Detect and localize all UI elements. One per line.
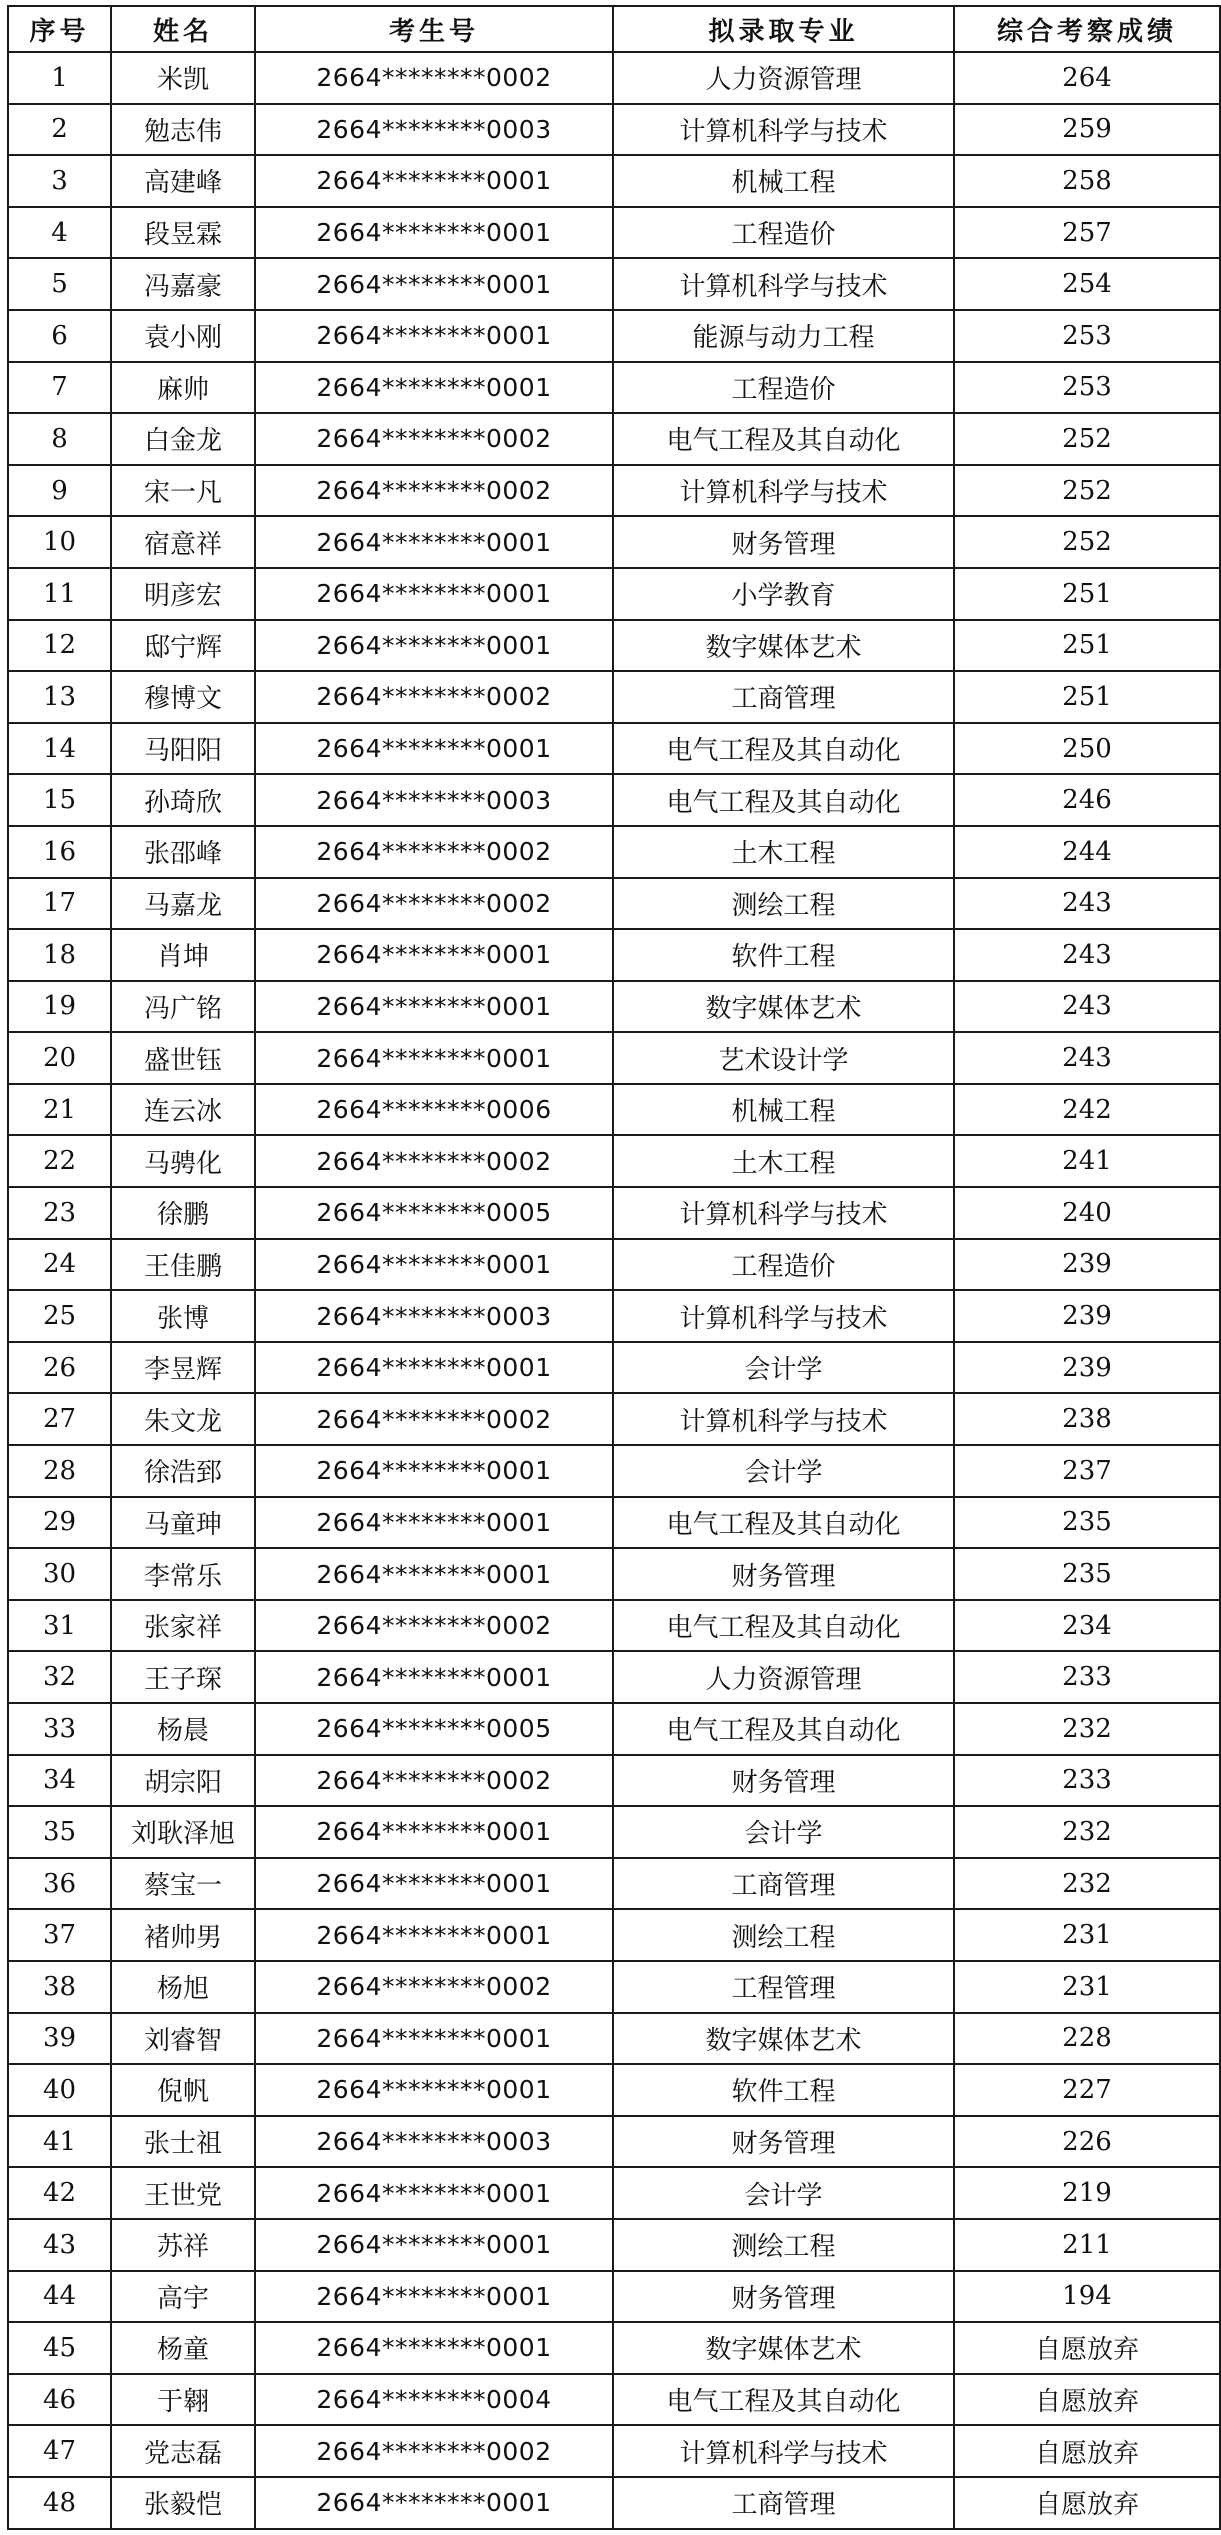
major-cell: 会计学 — [613, 1806, 954, 1858]
seq-cell: 35 — [8, 1806, 111, 1858]
name-cell: 袁小刚 — [111, 310, 255, 362]
score-cell: 252 — [954, 516, 1220, 568]
table-row — [8, 1084, 1220, 1136]
header-name: 姓名 — [111, 6, 255, 52]
seq-cell: 1 — [8, 52, 111, 104]
table-row — [8, 1342, 1220, 1394]
score-cell: 252 — [954, 413, 1220, 465]
exam-number-cell: 2664********0001 — [255, 1909, 613, 1961]
seq-cell: 39 — [8, 2013, 111, 2065]
seq-cell: 31 — [8, 1600, 111, 1652]
score-cell: 自愿放弃 — [954, 2425, 1220, 2477]
seq-cell: 6 — [8, 310, 111, 362]
name-cell: 杨晨 — [111, 1703, 255, 1755]
major-cell: 工程造价 — [613, 362, 954, 414]
table-row — [8, 1239, 1220, 1291]
seq-cell: 17 — [8, 878, 111, 930]
score-cell: 259 — [954, 104, 1220, 156]
exam-number-cell: 2664********0001 — [255, 362, 613, 414]
score-cell: 251 — [954, 620, 1220, 672]
score-cell: 253 — [954, 362, 1220, 414]
seq-cell: 8 — [8, 413, 111, 465]
name-cell: 宋一凡 — [111, 465, 255, 517]
name-cell: 连云冰 — [111, 1084, 255, 1136]
score-cell: 232 — [954, 1703, 1220, 1755]
name-cell: 马骋化 — [111, 1135, 255, 1187]
score-cell: 244 — [954, 826, 1220, 878]
exam-number-cell: 2664********0002 — [255, 826, 613, 878]
exam-number-cell: 2664********0001 — [255, 310, 613, 362]
seq-cell: 10 — [8, 516, 111, 568]
table-row — [8, 2219, 1220, 2271]
seq-cell: 16 — [8, 826, 111, 878]
table-row — [8, 207, 1220, 259]
name-cell: 杨旭 — [111, 1961, 255, 2013]
table-row — [8, 1600, 1220, 1652]
table-row — [8, 826, 1220, 878]
name-cell: 冯广铭 — [111, 981, 255, 1033]
exam-number-cell: 2664********0002 — [255, 2425, 613, 2477]
major-cell: 人力资源管理 — [613, 1651, 954, 1703]
major-cell: 人力资源管理 — [613, 52, 954, 104]
major-cell: 计算机科学与技术 — [613, 104, 954, 156]
name-cell: 勉志伟 — [111, 104, 255, 156]
seq-cell: 36 — [8, 1858, 111, 1910]
exam-number-cell: 2664********0001 — [255, 516, 613, 568]
seq-cell: 3 — [8, 155, 111, 207]
exam-number-cell: 2664********0001 — [255, 2219, 613, 2271]
major-cell: 数字媒体艺术 — [613, 2013, 954, 2065]
name-cell: 麻帅 — [111, 362, 255, 414]
table-row — [8, 1703, 1220, 1755]
table-row — [8, 2271, 1220, 2323]
major-cell: 电气工程及其自动化 — [613, 1497, 954, 1549]
seq-cell: 25 — [8, 1290, 111, 1342]
header-major: 拟录取专业 — [613, 6, 954, 52]
table-row — [8, 2116, 1220, 2168]
score-cell: 231 — [954, 1909, 1220, 1961]
header-score: 综合考察成绩 — [954, 6, 1220, 52]
score-cell: 228 — [954, 2013, 1220, 2065]
seq-cell: 41 — [8, 2116, 111, 2168]
major-cell: 财务管理 — [613, 516, 954, 568]
score-cell: 243 — [954, 1032, 1220, 1084]
table-row — [8, 2167, 1220, 2219]
major-cell: 工程管理 — [613, 1961, 954, 2013]
exam-number-cell: 2664********0002 — [255, 878, 613, 930]
name-cell: 张家祥 — [111, 1600, 255, 1652]
exam-number-cell: 2664********0001 — [255, 981, 613, 1033]
exam-number-cell: 2664********0001 — [255, 1806, 613, 1858]
exam-number-cell: 2664********0002 — [255, 671, 613, 723]
name-cell: 段昱霖 — [111, 207, 255, 259]
name-cell: 徐鹏 — [111, 1187, 255, 1239]
seq-cell: 4 — [8, 207, 111, 259]
exam-number-cell: 2664********0001 — [255, 1445, 613, 1497]
score-cell: 238 — [954, 1393, 1220, 1445]
table-row — [8, 1445, 1220, 1497]
name-cell: 穆博文 — [111, 671, 255, 723]
seq-cell: 13 — [8, 671, 111, 723]
name-cell: 白金龙 — [111, 413, 255, 465]
exam-number-cell: 2664********0005 — [255, 1703, 613, 1755]
exam-number-cell: 2664********0001 — [255, 1239, 613, 1291]
seq-cell: 37 — [8, 1909, 111, 1961]
table-row — [8, 2425, 1220, 2477]
name-cell: 杨童 — [111, 2322, 255, 2374]
score-cell: 自愿放弃 — [954, 2322, 1220, 2374]
score-cell: 242 — [954, 1084, 1220, 1136]
exam-number-cell: 2664********0001 — [255, 929, 613, 981]
name-cell: 高宇 — [111, 2271, 255, 2323]
seq-cell: 23 — [8, 1187, 111, 1239]
score-cell: 211 — [954, 2219, 1220, 2271]
score-cell: 250 — [954, 723, 1220, 775]
major-cell: 工程造价 — [613, 207, 954, 259]
major-cell: 电气工程及其自动化 — [613, 723, 954, 775]
exam-number-cell: 2664********0002 — [255, 1393, 613, 1445]
seq-cell: 15 — [8, 774, 111, 826]
exam-number-cell: 2664********0001 — [255, 2013, 613, 2065]
major-cell: 小学教育 — [613, 568, 954, 620]
major-cell: 数字媒体艺术 — [613, 620, 954, 672]
major-cell: 机械工程 — [613, 1084, 954, 1136]
table-row — [8, 981, 1220, 1033]
major-cell: 测绘工程 — [613, 878, 954, 930]
table-row — [8, 2064, 1220, 2116]
seq-cell: 45 — [8, 2322, 111, 2374]
name-cell: 蔡宝一 — [111, 1858, 255, 1910]
table-row — [8, 568, 1220, 620]
major-cell: 艺术设计学 — [613, 1032, 954, 1084]
table-row — [8, 52, 1220, 104]
seq-cell: 33 — [8, 1703, 111, 1755]
score-cell: 232 — [954, 1858, 1220, 1910]
seq-cell: 5 — [8, 258, 111, 310]
seq-cell: 30 — [8, 1548, 111, 1600]
name-cell: 肖坤 — [111, 929, 255, 981]
table-row — [8, 723, 1220, 775]
major-cell: 电气工程及其自动化 — [613, 774, 954, 826]
major-cell: 测绘工程 — [613, 2219, 954, 2271]
seq-cell: 9 — [8, 465, 111, 517]
seq-cell: 42 — [8, 2167, 111, 2219]
name-cell: 王世党 — [111, 2167, 255, 2219]
exam-number-cell: 2664********0001 — [255, 2477, 613, 2529]
major-cell: 财务管理 — [613, 1548, 954, 1600]
score-cell: 243 — [954, 981, 1220, 1033]
exam-number-cell: 2664********0002 — [255, 52, 613, 104]
name-cell: 刘耿泽旭 — [111, 1806, 255, 1858]
name-cell: 李常乐 — [111, 1548, 255, 1600]
exam-number-cell: 2664********0001 — [255, 568, 613, 620]
exam-number-cell: 2664********0005 — [255, 1187, 613, 1239]
name-cell: 张邵峰 — [111, 826, 255, 878]
seq-cell: 27 — [8, 1393, 111, 1445]
seq-cell: 19 — [8, 981, 111, 1033]
name-cell: 徐浩郅 — [111, 1445, 255, 1497]
table-row — [8, 104, 1220, 156]
header-seq: 序号 — [8, 6, 111, 52]
seq-cell: 12 — [8, 620, 111, 672]
score-cell: 252 — [954, 465, 1220, 517]
major-cell: 财务管理 — [613, 2116, 954, 2168]
exam-number-cell: 2664********0003 — [255, 2116, 613, 2168]
name-cell: 李昱辉 — [111, 1342, 255, 1394]
name-cell: 张博 — [111, 1290, 255, 1342]
exam-number-cell: 2664********0002 — [255, 413, 613, 465]
table-row — [8, 2322, 1220, 2374]
header-exam-no: 考生号 — [255, 6, 613, 52]
table-body — [8, 52, 1220, 2529]
major-cell: 计算机科学与技术 — [613, 2425, 954, 2477]
table-row — [8, 878, 1220, 930]
seq-cell: 48 — [8, 2477, 111, 2529]
score-cell: 233 — [954, 1755, 1220, 1807]
name-cell: 马阳阳 — [111, 723, 255, 775]
score-cell: 237 — [954, 1445, 1220, 1497]
major-cell: 测绘工程 — [613, 1909, 954, 1961]
score-cell: 239 — [954, 1239, 1220, 1291]
table-row — [8, 155, 1220, 207]
name-cell: 苏祥 — [111, 2219, 255, 2271]
exam-number-cell: 2664********0004 — [255, 2374, 613, 2426]
exam-number-cell: 2664********0001 — [255, 1548, 613, 1600]
seq-cell: 20 — [8, 1032, 111, 1084]
score-cell: 246 — [954, 774, 1220, 826]
table-row — [8, 1858, 1220, 1910]
score-cell: 264 — [954, 52, 1220, 104]
seq-cell: 29 — [8, 1497, 111, 1549]
table-row — [8, 1187, 1220, 1239]
name-cell: 王子琛 — [111, 1651, 255, 1703]
seq-cell: 22 — [8, 1135, 111, 1187]
major-cell: 工程造价 — [613, 1239, 954, 1291]
exam-number-cell: 2664********0002 — [255, 1600, 613, 1652]
major-cell: 计算机科学与技术 — [613, 258, 954, 310]
table-row — [8, 413, 1220, 465]
major-cell: 工商管理 — [613, 671, 954, 723]
table-row — [8, 2013, 1220, 2065]
seq-cell: 46 — [8, 2374, 111, 2426]
major-cell: 电气工程及其自动化 — [613, 413, 954, 465]
score-cell: 219 — [954, 2167, 1220, 2219]
exam-number-cell: 2664********0001 — [255, 1858, 613, 1910]
seq-cell: 47 — [8, 2425, 111, 2477]
table-row — [8, 1961, 1220, 2013]
name-cell: 高建峰 — [111, 155, 255, 207]
major-cell: 会计学 — [613, 1342, 954, 1394]
seq-cell: 40 — [8, 2064, 111, 2116]
major-cell: 电气工程及其自动化 — [613, 1703, 954, 1755]
table-row — [8, 620, 1220, 672]
major-cell: 工商管理 — [613, 1858, 954, 1910]
table-row — [8, 2374, 1220, 2426]
name-cell: 马嘉龙 — [111, 878, 255, 930]
exam-number-cell: 2664********0001 — [255, 2167, 613, 2219]
exam-number-cell: 2664********0006 — [255, 1084, 613, 1136]
table-row — [8, 310, 1220, 362]
name-cell: 宿意祥 — [111, 516, 255, 568]
seq-cell: 26 — [8, 1342, 111, 1394]
score-cell: 自愿放弃 — [954, 2374, 1220, 2426]
major-cell: 计算机科学与技术 — [613, 1290, 954, 1342]
score-cell: 251 — [954, 568, 1220, 620]
seq-cell: 14 — [8, 723, 111, 775]
name-cell: 明彦宏 — [111, 568, 255, 620]
seq-cell: 2 — [8, 104, 111, 156]
exam-number-cell: 2664********0001 — [255, 155, 613, 207]
major-cell: 财务管理 — [613, 1755, 954, 1807]
score-cell: 自愿放弃 — [954, 2477, 1220, 2529]
major-cell: 财务管理 — [613, 2271, 954, 2323]
table-row — [8, 1393, 1220, 1445]
table-row — [8, 465, 1220, 517]
name-cell: 王佳鹏 — [111, 1239, 255, 1291]
score-cell: 241 — [954, 1135, 1220, 1187]
exam-number-cell: 2664********0002 — [255, 465, 613, 517]
major-cell: 电气工程及其自动化 — [613, 2374, 954, 2426]
exam-number-cell: 2664********0002 — [255, 1135, 613, 1187]
name-cell: 朱文龙 — [111, 1393, 255, 1445]
score-cell: 243 — [954, 929, 1220, 981]
seq-cell: 32 — [8, 1651, 111, 1703]
major-cell: 会计学 — [613, 1445, 954, 1497]
seq-cell: 28 — [8, 1445, 111, 1497]
major-cell: 能源与动力工程 — [613, 310, 954, 362]
major-cell: 计算机科学与技术 — [613, 465, 954, 517]
seq-cell: 18 — [8, 929, 111, 981]
major-cell: 软件工程 — [613, 929, 954, 981]
admission-table — [7, 5, 1221, 2530]
major-cell: 软件工程 — [613, 2064, 954, 2116]
score-cell: 233 — [954, 1651, 1220, 1703]
table-row — [8, 1135, 1220, 1187]
table-row — [8, 1651, 1220, 1703]
table-row — [8, 2477, 1220, 2529]
seq-cell: 38 — [8, 1961, 111, 2013]
score-cell: 235 — [954, 1497, 1220, 1549]
score-cell: 239 — [954, 1290, 1220, 1342]
score-cell: 257 — [954, 207, 1220, 259]
major-cell: 电气工程及其自动化 — [613, 1600, 954, 1652]
score-cell: 232 — [954, 1806, 1220, 1858]
seq-cell: 24 — [8, 1239, 111, 1291]
score-cell: 194 — [954, 2271, 1220, 2323]
name-cell: 褚帅男 — [111, 1909, 255, 1961]
table-row — [8, 1290, 1220, 1342]
score-cell: 227 — [954, 2064, 1220, 2116]
exam-number-cell: 2664********0001 — [255, 723, 613, 775]
score-cell: 254 — [954, 258, 1220, 310]
score-cell: 243 — [954, 878, 1220, 930]
exam-number-cell: 2664********0002 — [255, 1755, 613, 1807]
exam-number-cell: 2664********0001 — [255, 207, 613, 259]
table-row — [8, 1032, 1220, 1084]
table-row — [8, 516, 1220, 568]
score-cell: 240 — [954, 1187, 1220, 1239]
major-cell: 计算机科学与技术 — [613, 1187, 954, 1239]
table-row — [8, 671, 1220, 723]
major-cell: 工商管理 — [613, 2477, 954, 2529]
exam-number-cell: 2664********0001 — [255, 620, 613, 672]
name-cell: 邸宁辉 — [111, 620, 255, 672]
table-row — [8, 1909, 1220, 1961]
score-cell: 226 — [954, 2116, 1220, 2168]
name-cell: 刘睿智 — [111, 2013, 255, 2065]
major-cell: 会计学 — [613, 2167, 954, 2219]
table-row — [8, 774, 1220, 826]
table-row — [8, 929, 1220, 981]
name-cell: 冯嘉豪 — [111, 258, 255, 310]
major-cell: 数字媒体艺术 — [613, 981, 954, 1033]
table-header — [8, 6, 1220, 52]
score-cell: 251 — [954, 671, 1220, 723]
table-row — [8, 1755, 1220, 1807]
exam-number-cell: 2664********0001 — [255, 1651, 613, 1703]
score-cell: 235 — [954, 1548, 1220, 1600]
seq-cell: 44 — [8, 2271, 111, 2323]
name-cell: 于翱 — [111, 2374, 255, 2426]
score-cell: 258 — [954, 155, 1220, 207]
table-row — [8, 258, 1220, 310]
seq-cell: 11 — [8, 568, 111, 620]
name-cell: 孙琦欣 — [111, 774, 255, 826]
major-cell: 土木工程 — [613, 1135, 954, 1187]
exam-number-cell: 2664********0001 — [255, 2064, 613, 2116]
name-cell: 张毅恺 — [111, 2477, 255, 2529]
exam-number-cell: 2664********0002 — [255, 1961, 613, 2013]
major-cell: 机械工程 — [613, 155, 954, 207]
score-cell: 231 — [954, 1961, 1220, 2013]
exam-number-cell: 2664********0001 — [255, 1342, 613, 1394]
table-row — [8, 1548, 1220, 1600]
exam-number-cell: 2664********0003 — [255, 1290, 613, 1342]
name-cell: 米凯 — [111, 52, 255, 104]
name-cell: 张士祖 — [111, 2116, 255, 2168]
name-cell: 倪帆 — [111, 2064, 255, 2116]
table-row — [8, 362, 1220, 414]
table-row — [8, 1497, 1220, 1549]
name-cell: 马童珅 — [111, 1497, 255, 1549]
score-cell: 234 — [954, 1600, 1220, 1652]
score-cell: 239 — [954, 1342, 1220, 1394]
exam-number-cell: 2664********0001 — [255, 1497, 613, 1549]
seq-cell: 34 — [8, 1755, 111, 1807]
exam-number-cell: 2664********0001 — [255, 1032, 613, 1084]
seq-cell: 43 — [8, 2219, 111, 2271]
name-cell: 党志磊 — [111, 2425, 255, 2477]
exam-number-cell: 2664********0001 — [255, 2322, 613, 2374]
major-cell: 土木工程 — [613, 826, 954, 878]
header-row — [8, 6, 1220, 52]
exam-number-cell: 2664********0001 — [255, 258, 613, 310]
table-row — [8, 1806, 1220, 1858]
name-cell: 胡宗阳 — [111, 1755, 255, 1807]
exam-number-cell: 2664********0001 — [255, 2271, 613, 2323]
major-cell: 计算机科学与技术 — [613, 1393, 954, 1445]
exam-number-cell: 2664********0003 — [255, 774, 613, 826]
exam-number-cell: 2664********0003 — [255, 104, 613, 156]
score-cell: 253 — [954, 310, 1220, 362]
seq-cell: 7 — [8, 362, 111, 414]
seq-cell: 21 — [8, 1084, 111, 1136]
name-cell: 盛世钰 — [111, 1032, 255, 1084]
major-cell: 数字媒体艺术 — [613, 2322, 954, 2374]
